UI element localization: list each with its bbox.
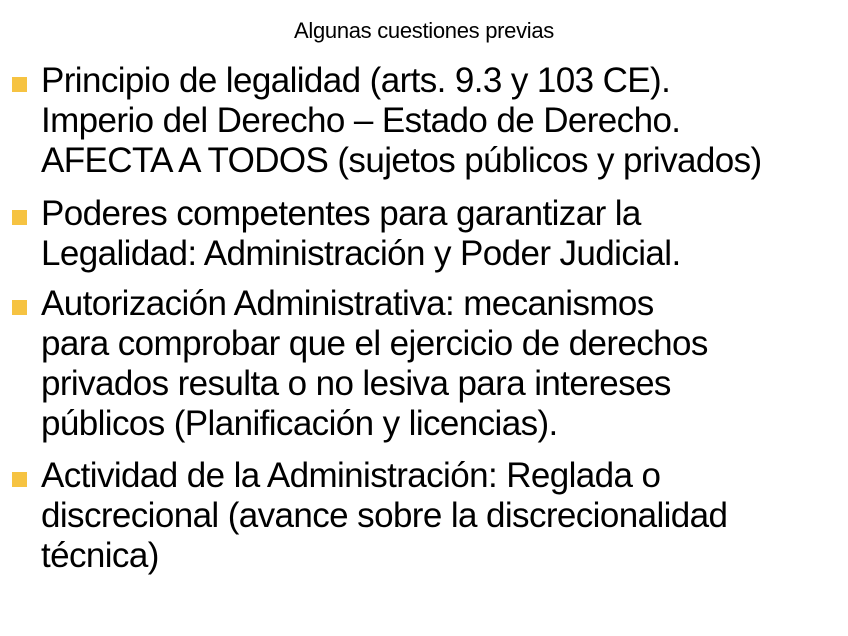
square-bullet-icon — [12, 300, 27, 315]
square-bullet-icon — [12, 77, 27, 92]
square-bullet-icon — [12, 472, 27, 487]
bullet-text: Principio de legalidad (arts. 9.3 y 103 CE). Imperio del Derecho – Estado de Derecho. AFECTA A TODOS (sujetos públicos y privados) — [41, 61, 762, 180]
bullet-text: Actividad de la Administración: Reglada o discrecional (avance sobre la discrecionalidad técnica) — [41, 456, 728, 575]
slide-title: Algunas cuestiones previas — [293, 18, 555, 43]
square-bullet-icon — [12, 210, 27, 225]
bullet-text: Poderes competentes para garantizar la Legalidad: Administración y Poder Judicial. — [41, 194, 681, 273]
bullet-text: Autorización Administrativa: mecanismos para comprobar que el ejercicio de derechos privados resulta o no lesiva para intereses públicos (Planificación y licencias). — [41, 284, 708, 443]
